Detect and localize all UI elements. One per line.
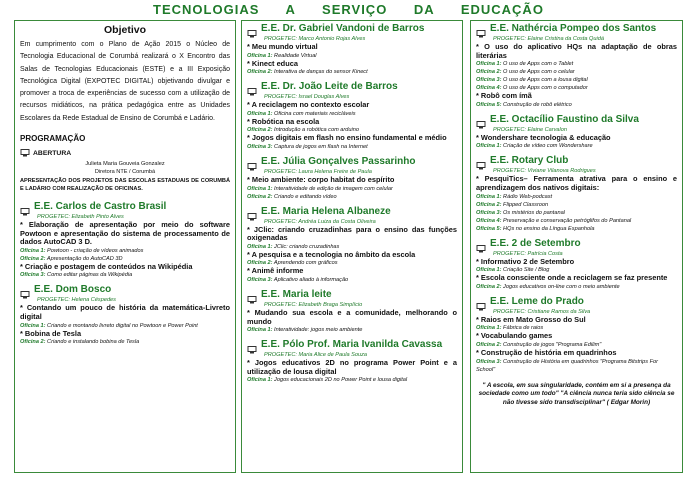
oficina-label: Oficina 1:: [247, 327, 273, 334]
computer-icon: [476, 157, 486, 165]
oficina-text: O uso de Apps com a lousa digital: [501, 77, 588, 84]
oficina-label: Oficina 2:: [247, 69, 273, 76]
oficina-text: O uso de Apps com o celular: [501, 69, 575, 76]
project-item: * Mudando sua escola e a comunidade, melhorando o mundo: [247, 307, 457, 326]
project-item: * Jogos digitais em flash no ensino fundamental e médio: [247, 133, 447, 143]
abertura-label: ABERTURA: [33, 149, 72, 157]
school-block: [20, 201, 230, 279]
oficina-label: Oficina 1:: [247, 243, 273, 250]
oficina-text: Criando e montando livreto digital no Powtoon e Power Point: [45, 322, 198, 329]
school-name: E.E. Nathércia Pompeo dos Santos: [490, 23, 657, 34]
oficina-text: Captura de jogos em flash na Internet: [272, 143, 368, 150]
computer-icon: [247, 83, 257, 91]
computer-icon: [476, 25, 486, 33]
oficina-label: Oficina 2:: [476, 201, 502, 208]
oficina-text: O uso de Apps com o Tablet: [501, 61, 574, 68]
school-heading: [476, 238, 677, 250]
oficina-label: Oficina 1:: [20, 322, 46, 329]
project-item: * Animê informe: [247, 266, 304, 276]
oficina-line: [247, 193, 457, 201]
school-heading: [247, 339, 457, 351]
oficina-label: Oficina 5:: [476, 225, 502, 232]
programacao-heading: PROGRAMAÇÃO: [20, 134, 86, 144]
school-heading: [476, 23, 677, 35]
oficina-label: Oficina 5:: [476, 101, 502, 108]
col1-school-list: [20, 201, 230, 346]
school-heading: [247, 23, 457, 35]
oficina-text: Como editar páginas da Wikipédia: [45, 272, 133, 279]
progetec-line: PROGETEC: Helena Céspedes: [37, 297, 116, 304]
oficina-line: [476, 60, 677, 68]
oficina-label: Oficina 2:: [20, 255, 46, 262]
oficina-line: [20, 271, 230, 279]
speaker-name: Julieta Maria Gouveia Gonzalez: [85, 161, 165, 168]
computer-icon: [247, 25, 257, 33]
project-item: * Escola consciente onde a reciclagem se faz presente: [476, 273, 668, 283]
oficina-label: Oficina 1:: [247, 110, 273, 117]
school-block: [247, 339, 457, 384]
col2-school-list: [242, 21, 462, 384]
progetec-line: PROGETEC: Cristiane Ramos da Silva: [493, 308, 591, 315]
oficina-label: Oficina 2:: [476, 283, 502, 290]
oficina-line: [476, 358, 677, 374]
oficina-label: Oficina 1:: [20, 247, 46, 254]
oficina-label: Oficina 2:: [247, 193, 273, 200]
oficina-line: [476, 76, 677, 84]
oficina-text: Jogos educativos on-line com o meio ambiente: [501, 283, 620, 290]
oficina-text: Construção de História em quadrinhos "Programa Bitstrips For School": [476, 358, 658, 373]
project-item: * Robô com ímã: [476, 91, 532, 101]
computer-icon: [247, 291, 257, 299]
oficina-text: Oficina com materiais recicláveis: [272, 110, 356, 117]
apresentacao-text: APRESENTAÇÃO DOS PROJETOS DAS ESCOLAS ESTADUAIS DE CORUMBÁ E LADÁRIO COM REALIZAÇÃO DE OFICINAS.: [20, 178, 230, 193]
project-item: * Elaboração de apresentação por meio do software Powtoon e apresentação do sistema de processamento de dados AutoCAD 3 D.: [20, 220, 230, 247]
progetec-line: PROGETEC: Andréa Luiza da Costa Oliveira: [264, 218, 376, 225]
progetec-line: PROGETEC: Elizabeth Pinto Alves: [37, 214, 124, 221]
oficina-text: Aprendendo com gráficos: [272, 260, 338, 267]
column-left: [14, 20, 236, 473]
oficina-line: [247, 376, 457, 384]
oficina-label: Oficina 1:: [247, 377, 273, 384]
oficina-text: Apresentação do AutoCAD 3D: [45, 255, 123, 262]
computer-icon: [476, 116, 486, 124]
school-heading: [20, 284, 230, 296]
oficina-line: [476, 209, 677, 217]
page-title: TECNOLOGIAS A SERVIÇO DA EDUCAÇÃO: [153, 2, 544, 17]
oficina-text: O uso de Apps com o computador: [501, 85, 588, 92]
oficina-text: Criando e instalando bobina de Tesla: [45, 339, 140, 346]
progetec-line: PROGETEC: Laura Helena Freire de Paula: [264, 168, 372, 175]
progetec-line: PROGETEC: Maria Alice de Paula Souza: [264, 352, 368, 359]
oficina-label: Oficina 4:: [476, 85, 502, 92]
oficina-line: [20, 338, 230, 346]
oficina-line: [476, 225, 677, 233]
oficina-label: Oficina 3:: [476, 209, 502, 216]
oficina-text: Criando e editando vídeo: [272, 193, 337, 200]
abertura-line: [20, 149, 230, 157]
oficina-label: Oficina 2:: [247, 260, 273, 267]
computer-icon: [20, 286, 30, 294]
school-name: E.E. Leme do Prado: [490, 295, 584, 307]
progetec-line: PROGETEC: Viviane Vilanova Rodrigues: [493, 168, 596, 175]
oficina-text: Realidade Virtual: [272, 52, 317, 59]
school-name: E.E. 2 de Setembro: [490, 237, 581, 249]
oficina-label: Oficina 3:: [247, 143, 273, 150]
col3-school-list: [476, 23, 677, 374]
oficina-line: [476, 283, 677, 291]
column-right: [470, 20, 683, 473]
project-item: * Criação e postagem de conteúdos na Wikipédia: [20, 261, 193, 271]
project-item: * PesquiTics– Ferramenta atrativa para o ensino e aprendizagem dos nativos digitais:: [476, 174, 677, 192]
school-block: [247, 289, 457, 334]
school-heading: [476, 296, 677, 308]
school-name: E.E. Júlia Gonçalves Passarinho: [261, 155, 416, 167]
project-item: * Bobina de Tesla: [20, 328, 82, 338]
oficina-line: [476, 201, 677, 209]
school-block: [476, 155, 677, 232]
oficina-text: Os mistérios do pantanal: [501, 209, 565, 216]
oficina-line: [247, 276, 457, 284]
project-item: * Informativo 2 de Setembro: [476, 256, 575, 266]
oficina-label: Oficina 2:: [476, 69, 502, 76]
oficina-line: [476, 142, 677, 150]
computer-icon: [476, 298, 486, 306]
school-block: [247, 206, 457, 284]
school-name: E.E. Pólo Prof. Maria Ivanilda Cavassa: [261, 339, 443, 351]
oficina-text: Flipped Classroon: [501, 201, 549, 208]
oficina-text: Powtoon - criação de vídeos animados: [45, 247, 144, 254]
oficina-label: Oficina 3:: [20, 272, 46, 279]
project-item: * Robótica na escola: [247, 116, 320, 126]
progetec-line: PROGETEC: Elaine Cristina da Costa Quidá: [493, 36, 604, 42]
project-item: * O uso do aplicativo HQs na adaptação de obras literárias: [476, 42, 677, 60]
oficina-text: Interativa de danças do sensor Kinect: [272, 69, 368, 76]
objetivo-heading: Objetivo: [103, 24, 146, 36]
school-name: E.E. Dr. João Leite de Barros: [261, 81, 398, 93]
progetec-line: PROGETEC: Patrícia Costa: [493, 250, 563, 257]
oficina-label: Oficina 1:: [476, 267, 502, 274]
school-name: E.E. Maria leite: [261, 288, 332, 300]
project-item: * Meio ambiente: corpo habitat do espírito: [247, 174, 395, 184]
oficina-line: [247, 326, 457, 334]
oficina-label: Oficina 3:: [476, 358, 502, 365]
school-heading: [247, 156, 457, 168]
oficina-label: Oficina 1:: [476, 193, 502, 200]
oficina-text: Construção de robô elétrico: [501, 101, 572, 108]
school-name: E.E. Dr. Gabriel Vandoni de Barros: [261, 23, 425, 34]
oficina-text: Criação de vídeo com Wondershare: [501, 143, 593, 150]
project-item: * Kinect educa: [247, 58, 298, 68]
oficina-line: [247, 68, 457, 76]
objetivo-text: Em cumprimento com o Plano de Ação 2015 o Núcleo de Tecnologia Educacional de Corumbá realizará o X Encontro das Salas de Tecnologias Educacionais (ESTE) e a III Exposição Tecnológica Digital (EXPOTEC DIGITAL) objetivando divulgar e promover a troca de experiências de sucesso com a utilização de recursos midiáticos, na prática pedagógica entre as Unidades Escolares da Rede Estadual de Ensino de Corumbá e Ladário.: [20, 41, 230, 122]
school-heading: [476, 155, 677, 167]
project-item: * Jogos educativos 2D no programa Power Point e a utilização de lousa digital: [247, 358, 457, 376]
oficina-text: Aplicativo aliado à informação: [272, 276, 349, 283]
school-name: E.E. Maria Helena Albaneze: [261, 205, 391, 217]
progetec-line: PROGETEC: Israel Douglas Alves: [264, 94, 350, 101]
school-heading: [20, 201, 230, 213]
closing-quote: " A escola, em sua singularidade, contém em si a presença da sociedade como um todo" "A ciência nunca teria sido ciência se não tivesse sido transdisciplinar" ( Edgar Morin): [478, 381, 675, 406]
project-item: * JClic: criando cruzadinhas para o ensino das funções oxigenadas: [247, 224, 457, 243]
oficina-text: Preservação e conservação petróglifos do Pantanal: [501, 217, 632, 224]
school-block: [476, 238, 677, 291]
oficina-text: Construção de jogos "Programa Edilim": [501, 341, 602, 348]
oficina-text: Jogos educacionais 2D no Power Point e lousa digital: [272, 377, 408, 384]
school-block: [247, 81, 457, 151]
oficina-text: Interatividade: jogos meio ambiente: [272, 327, 363, 334]
oficina-label: Oficina 3:: [247, 276, 273, 283]
oficina-label: Oficina 2:: [247, 127, 273, 134]
progetec-line: PROGETEC: Marco Antonio Rojas Alves: [264, 36, 366, 42]
oficina-text: Introdução a robótica com arduino: [272, 127, 359, 134]
oficina-label: Oficina 1:: [476, 61, 502, 68]
school-name: E.E. Rotary Club: [490, 155, 569, 167]
oficina-line: [476, 217, 677, 225]
oficina-text: Rádio Web-podcast: [501, 193, 553, 200]
oficina-text: HQs no ensino da Língua Espanhola: [501, 225, 595, 232]
school-name: E.E. Octacílio Faustino da Silva: [490, 113, 639, 125]
school-name: E.E. Carlos de Castro Brasil: [34, 201, 167, 213]
oficina-label: Oficina 4:: [476, 217, 502, 224]
project-item: * Construção de história em quadrinhos: [476, 347, 617, 357]
school-block: [20, 284, 230, 346]
oficina-line: [476, 193, 677, 201]
school-heading: [476, 114, 677, 126]
computer-icon: [20, 203, 30, 211]
school-heading: [247, 81, 457, 93]
school-block: [476, 296, 677, 374]
project-item: * A pesquisa e a tecnologia no âmbito da escola: [247, 249, 416, 259]
oficina-text: JClic: criando cruzadinhas: [272, 243, 340, 250]
school-name: E.E. Dom Bosco: [34, 284, 112, 296]
progetec-line: PROGETEC: Elizabeth Braga Simplício: [264, 301, 363, 308]
school-heading: [247, 206, 457, 218]
project-item: * Raios em Mato Grosso do Sul: [476, 314, 586, 324]
project-item: * Meu mundo virtual: [247, 42, 318, 51]
oficina-label: Oficina 1:: [247, 52, 273, 59]
school-block: [476, 23, 677, 109]
oficina-label: Oficina 1:: [476, 325, 502, 332]
speaker-role: Diretora NTE / Corumbá: [94, 169, 156, 176]
oficina-label: Oficina 1:: [476, 143, 502, 150]
oficina-label: Oficina 3:: [476, 77, 502, 84]
oficina-text: Interatividade de edição de imagem com celular: [272, 185, 393, 192]
project-item: * A reciclagem no contexto escolar: [247, 100, 370, 110]
oficina-label: Oficina 1:: [247, 185, 273, 192]
oficina-line: [476, 101, 677, 109]
computer-icon: [247, 341, 257, 349]
school-block: [476, 114, 677, 151]
oficina-label: Oficina 2:: [476, 341, 502, 348]
school-block: [247, 23, 457, 76]
project-item: * Vocabulando games: [476, 331, 553, 341]
computer-icon: [20, 149, 30, 157]
oficina-line: [20, 247, 230, 255]
school-block: [247, 156, 457, 201]
oficina-text: Criação Site / Blog: [501, 267, 550, 274]
oficina-text: Fábrica de raios: [501, 325, 544, 332]
column-middle: [241, 20, 463, 473]
progetec-line: PROGETEC: Elaine Carvalon: [493, 126, 567, 133]
project-item: * Contando um pouco de história da matemática-Livreto digital: [20, 303, 230, 322]
oficina-line: [247, 143, 457, 151]
oficina-label: Oficina 2:: [20, 339, 46, 346]
oficina-line: [247, 185, 457, 193]
computer-icon: [476, 240, 486, 248]
computer-icon: [247, 208, 257, 216]
computer-icon: [247, 158, 257, 166]
oficina-line: [476, 68, 677, 76]
project-item: * Wondershare tecnologia & educação: [476, 132, 611, 142]
school-heading: [247, 289, 457, 301]
